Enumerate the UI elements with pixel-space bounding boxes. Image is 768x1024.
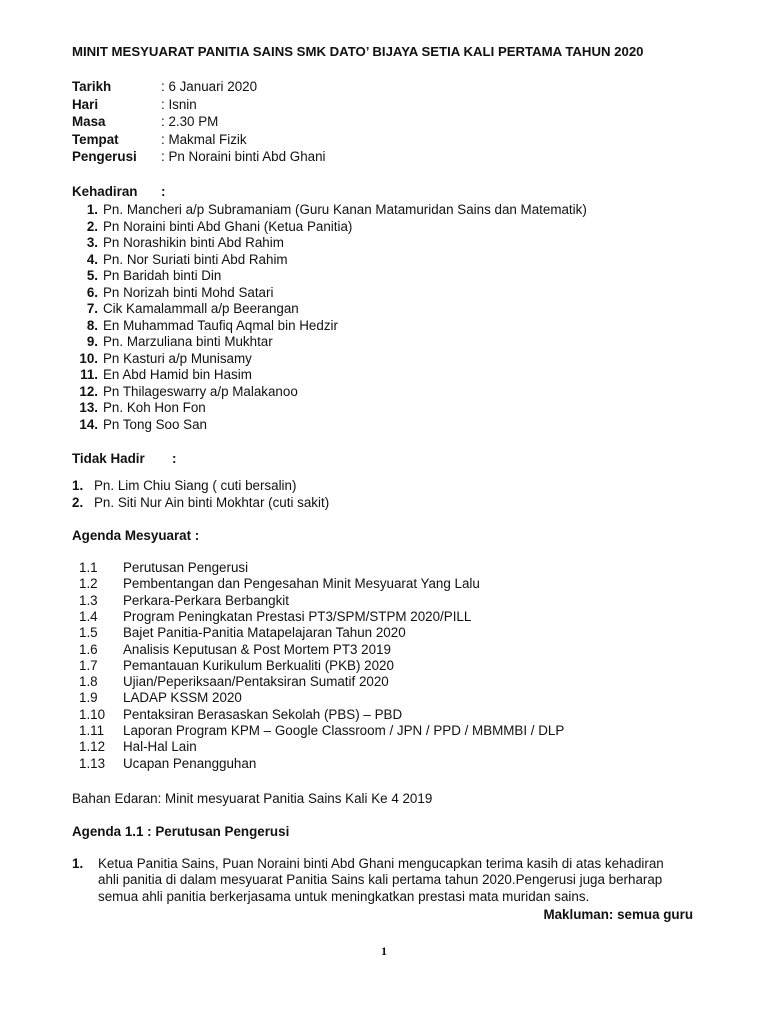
agenda-item: 1.2 Pembentangan dan Pengesahan Minit Mesyuarat Yang Lalu xyxy=(79,576,480,592)
info-row-pengerusi xyxy=(72,149,572,167)
makluman-note: Makluman: semua guru xyxy=(543,907,693,922)
list-item: 12. Pn Thilageswarry a/p Malakanoo xyxy=(79,383,298,399)
list-item: 1. Pn. Lim Chiu Siang ( cuti bersalin) xyxy=(72,478,297,493)
list-item: 5. Pn Baridah binti Din xyxy=(86,268,222,283)
list-item: 10. Pn Kasturi a/p Munisamy xyxy=(79,350,252,366)
agenda-item: 1.8 Ujian/Peperiksaan/Pentaksiran Sumatif 2020 xyxy=(79,674,389,690)
list-item: 3. Pn Norashikin binti Abd Rahim xyxy=(86,235,284,250)
agenda-item: 1.5 Bajet Panitia-Panitia Matapelajaran Tahun 2020 xyxy=(79,625,406,641)
agenda-item: 1.9 LADAP KSSM 2020 xyxy=(79,690,242,706)
paragraph-line: Ketua Panitia Sains, Puan Noraini binti Abd Ghani mengucapkan terima kasih di atas kehadiran xyxy=(98,856,664,871)
agenda-item: 1.13 Ucapan Penangguhan xyxy=(79,755,257,771)
list-item: 13. Pn. Koh Hon Fon xyxy=(79,400,206,415)
agenda-item: 1.7 Pemantauan Kurikulum Berkualiti (PKB) 2020 xyxy=(79,657,394,673)
agenda-item: 1.10 Pentaksiran Berasaskan Sekolah (PBS) – PBD xyxy=(79,706,403,722)
list-item: 11. En Abd Hamid bin Hasim xyxy=(80,367,252,382)
agenda-heading: Agenda Mesyuarat : xyxy=(72,528,200,543)
info-value: : Pn Noraini binti Abd Ghani xyxy=(161,149,326,164)
info-label: Hari xyxy=(72,96,99,112)
agenda-item: 1.3 Perkara-Perkara Berbangkit xyxy=(79,592,289,608)
info-row-masa xyxy=(72,114,572,132)
info-value: : 2.30 PM xyxy=(161,114,219,129)
list-item: 6. Pn Norizah binti Mohd Satari xyxy=(86,284,274,300)
list-item: 1. Pn. Mancheri a/p Subramaniam (Guru Kanan Matamuridan Sains dan Matematik) xyxy=(86,202,587,217)
agenda-item: 1.12 Hal-Hal Lain xyxy=(79,739,197,755)
list-item: 7. Cik Kamalammall a/p Beerangan xyxy=(86,301,299,316)
bahan-edaran: Bahan Edaran: Minit mesyuarat Panitia Sains Kali Ke 4 2019 xyxy=(72,791,433,806)
info-row-hari xyxy=(72,97,572,115)
info-value: : 6 Januari 2020 xyxy=(161,79,258,94)
list-item: 9. Pn. Marzuliana binti Mukhtar xyxy=(86,334,273,349)
attendance-heading: Kehadiran xyxy=(72,184,138,199)
document-title: MINIT MESYUARAT PANITIA SAINS SMK DATO’ BIJAYA SETIA KALI PERTAMA TAHUN 2020 xyxy=(72,44,644,59)
paragraph-line: ahli panitia di dalam mesyuarat Panitia Sains kali pertama tahun 2020.Pengerusi juga berharap xyxy=(98,872,663,888)
info-row-tarikh xyxy=(72,79,572,97)
info-value: : Isnin xyxy=(161,96,197,112)
absent-colon: : xyxy=(172,451,177,466)
info-label: Masa xyxy=(72,114,106,129)
list-item: 14. Pn Tong Soo San xyxy=(79,416,207,432)
agenda-item: 1.4 Program Peningkatan Prestasi PT3/SPM/STPM 2020/PILL xyxy=(79,608,472,624)
agenda-item: 1.11 Laporan Program KPM – Google Classroom / JPN / PPD / MBMMBI / DLP xyxy=(79,723,565,738)
info-value: : Makmal Fizik xyxy=(161,131,247,147)
page-number: 1 xyxy=(381,944,387,958)
list-item: 2. Pn Noraini binti Abd Ghani (Ketua Panitia) xyxy=(86,218,353,234)
absent-heading: Tidak Hadir xyxy=(72,451,145,466)
paragraph-text xyxy=(98,856,698,905)
info-label: Pengerusi xyxy=(72,149,137,164)
list-item: 4. Pn. Nor Suriati binti Abd Rahim xyxy=(86,251,288,267)
agenda-item: 1.1 Perutusan Pengerusi xyxy=(79,560,249,575)
info-row-tempat xyxy=(72,132,572,150)
section-heading: Agenda 1.1 : Perutusan Pengerusi xyxy=(72,824,290,839)
info-label: Tarikh xyxy=(72,79,112,94)
agenda-item: 1.6 Analisis Keputusan & Post Mortem PT3 2019 xyxy=(79,641,391,657)
info-label: Tempat xyxy=(72,131,119,147)
attendance-colon: : xyxy=(161,184,166,199)
list-item: 2. Pn. Siti Nur Ain binti Mokhtar (cuti sakit) xyxy=(72,495,330,510)
paragraph-number: 1. xyxy=(72,856,84,871)
list-item: 8. En Muhammad Taufiq Aqmal bin Hedzir xyxy=(86,317,338,333)
paragraph-line: semua ahli panitia berkerjasama untuk meningkatkan prestasi mata muridan sains. xyxy=(98,888,590,904)
